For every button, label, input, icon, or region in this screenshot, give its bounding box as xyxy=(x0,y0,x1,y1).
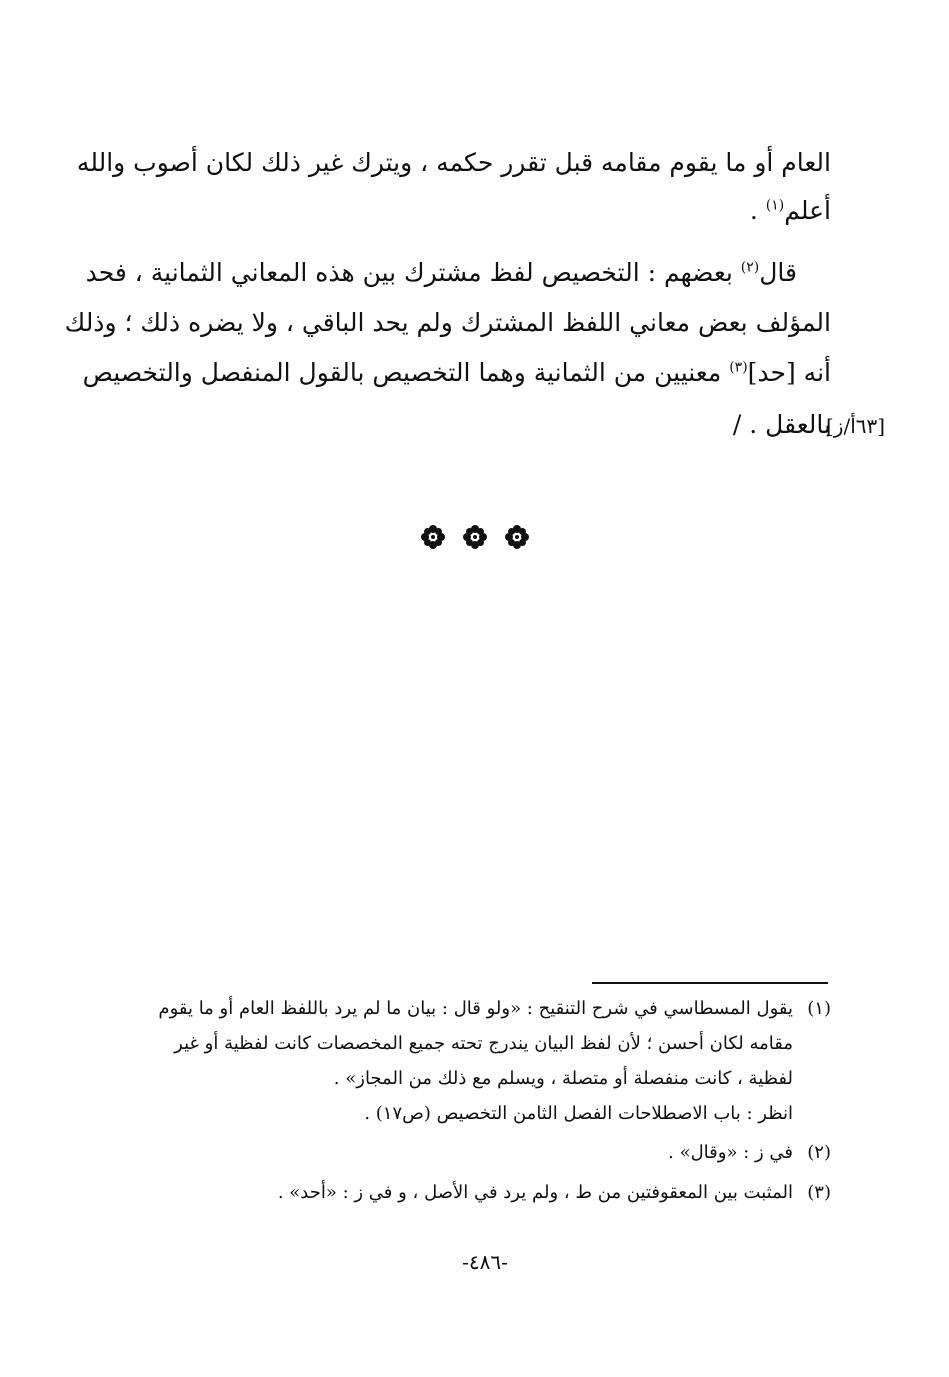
body-line-6 xyxy=(119,410,831,440)
body-line-1 xyxy=(76,148,831,178)
body-text-3: بعضهم : التخصيص لفظ مشترك بين هذه المعاني الثمانية ، فحد xyxy=(85,258,733,287)
body-line-2 xyxy=(119,196,831,226)
body-text-1: العام أو ما يقوم مقامه قبل تقرر حكمه ، ويترك غير ذلك لكان أصوب والله xyxy=(76,148,831,177)
footnote-text: انظر : باب الاصطلاحات الفصل الثامن التخصيص (ص١٧) . xyxy=(364,1103,793,1124)
flower-ornament-icon xyxy=(504,524,530,550)
footnote-1-line-4 xyxy=(119,1101,793,1127)
footnote-1-line-3 xyxy=(119,1066,793,1092)
footnote-3 xyxy=(119,1180,831,1206)
footnote-number: (١) xyxy=(807,998,831,1019)
footnote-text: لفظية ، كانت منفصلة أو متصلة ، ويسلم مع ذلك من المجاز» . xyxy=(333,1068,793,1089)
flower-ornament-icon xyxy=(462,524,488,550)
footnote-ref-3[interactable]: (٣) xyxy=(729,359,748,376)
footnote-ref-1[interactable]: (١) xyxy=(765,197,785,214)
footnote-separator-rule xyxy=(592,982,828,984)
body-line-3 xyxy=(85,258,831,288)
body-text-5-head: أنه [حد] xyxy=(747,358,831,387)
section-divider-ornaments xyxy=(420,520,530,554)
flower-ornament-icon xyxy=(420,524,446,550)
footnote-text: مقامه لكان أحسن ؛ لأن لفظ البيان يندرج تحته جميع المخصصات كانت لفظية أو غير xyxy=(174,1033,793,1054)
footnote-text: المثبت بين المعقوفتين من ط ، ولم يرد في الأصل ، و في ز : «أحد» . xyxy=(277,1182,793,1203)
body-text-3-head: قال xyxy=(759,258,797,287)
body-text-2-tail: . xyxy=(749,196,766,225)
footnote-number: (٣) xyxy=(807,1182,831,1203)
page-number: -٤٨٦- xyxy=(462,1250,508,1274)
footnote-1-line-1 xyxy=(119,996,831,1022)
footnote-2 xyxy=(119,1140,831,1166)
body-text-4: المؤلف بعض معاني اللفظ المشترك ولم يحد الباقي ، ولا يضره ذلك ؛ وذلك xyxy=(64,308,831,337)
footnote-ref-2[interactable]: (٢) xyxy=(740,259,760,276)
body-text-5: معنيين من الثمانية وهما التخصيص بالقول المنفصل والتخصيص xyxy=(82,358,722,387)
footnote-number: (٢) xyxy=(807,1142,831,1163)
footnote-1-line-2 xyxy=(119,1031,793,1057)
manuscript-folio-marker: [٦٣أ/ز] xyxy=(826,414,886,438)
body-text-2: أعلم xyxy=(784,196,831,225)
footnote-text: يقول المسطاسي في شرح التنقيح : «ولو قال : بيان ما لم يرد باللفظ العام أو ما يقوم xyxy=(158,998,793,1019)
body-line-5 xyxy=(82,358,831,388)
body-text-6: بالعقل . / xyxy=(732,410,831,439)
footnote-text: في ز : «وقال» . xyxy=(668,1142,793,1163)
body-line-4 xyxy=(64,308,831,338)
